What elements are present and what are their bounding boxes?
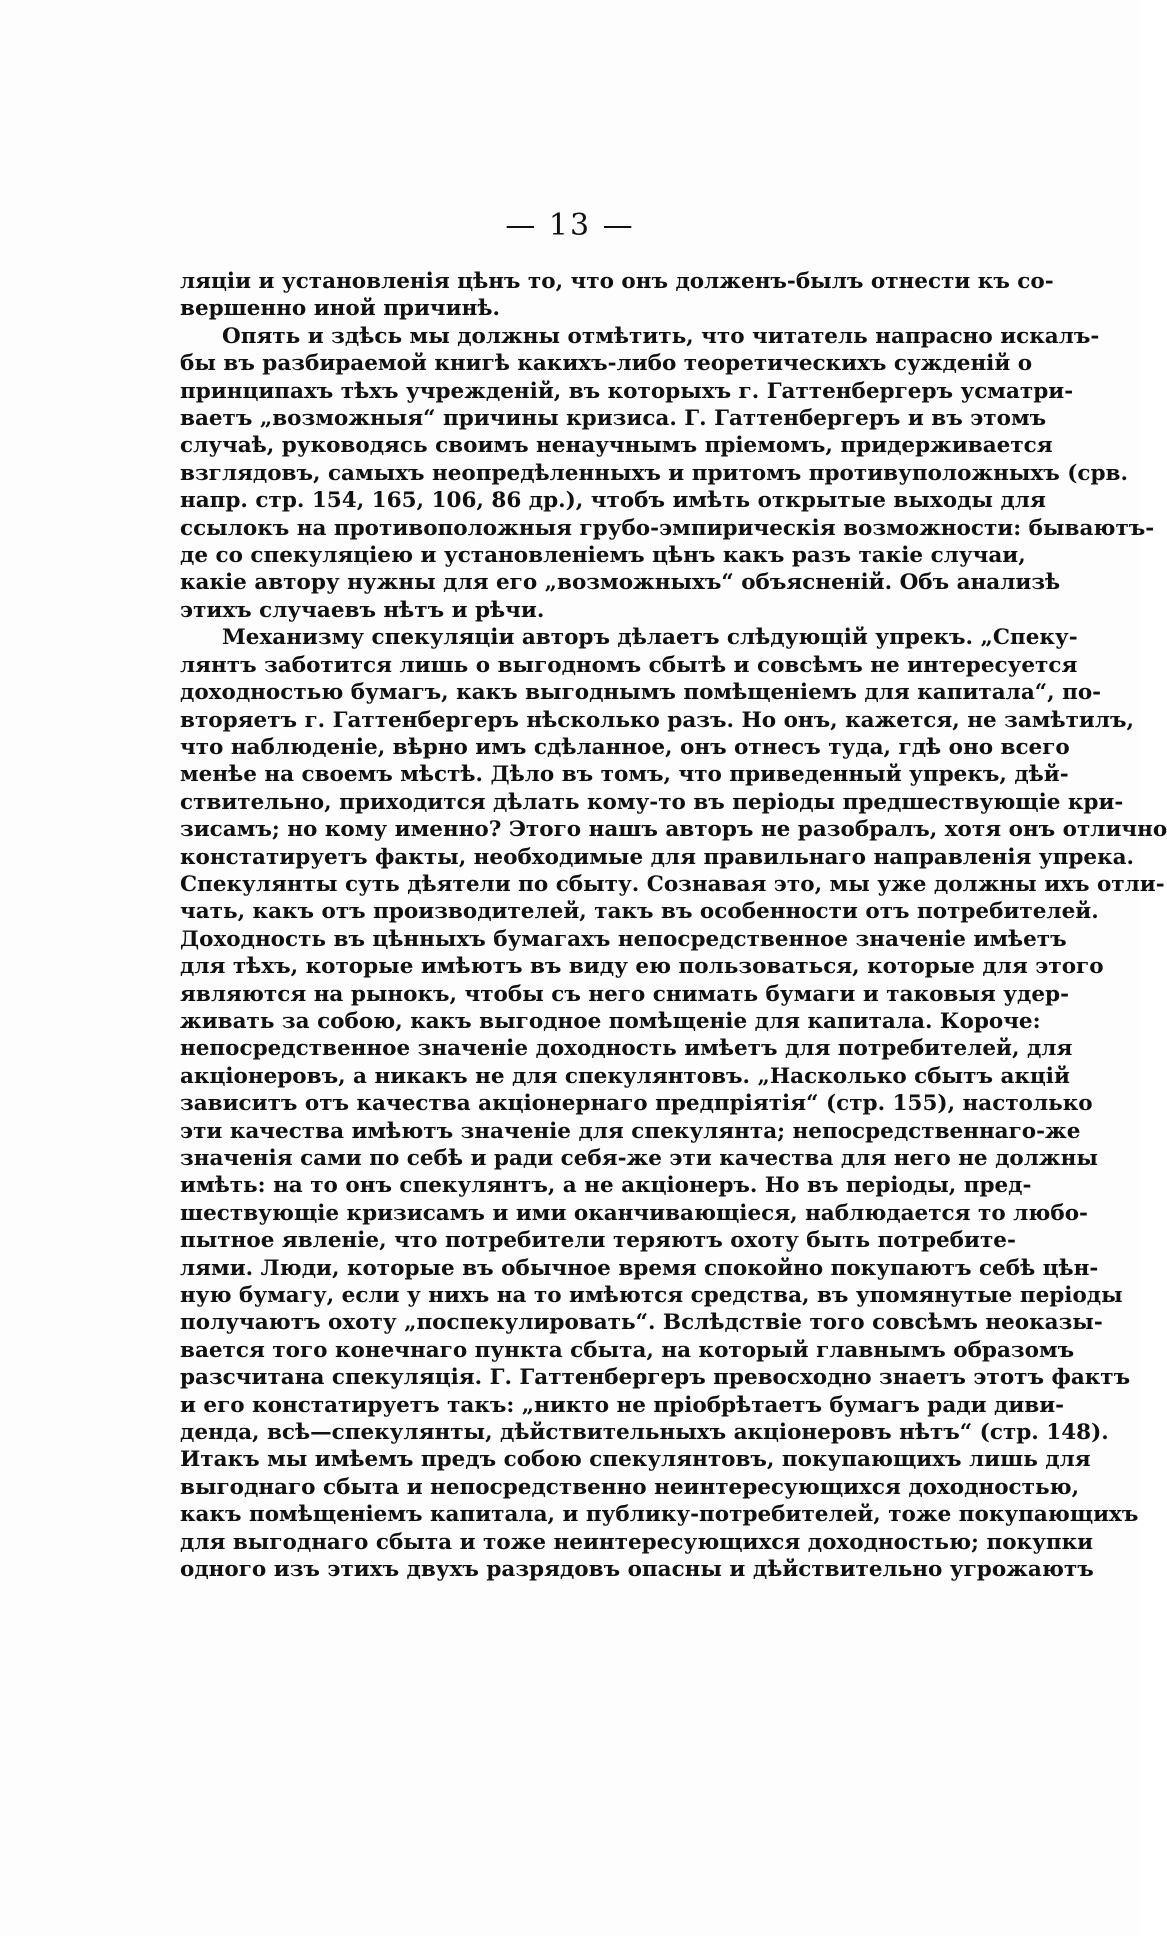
text-line: вается того конечнаго пункта сбыта, на который главнымъ образомъ xyxy=(180,1337,1075,1363)
text-line: напр. стр. 154, 165, 106, 86 др.), чтобъ имѣть открытые выходы для xyxy=(180,488,1046,514)
text-line: имѣть: на то онъ спекулянтъ, а не акціонеръ. Но въ періоды, пред- xyxy=(180,1173,1032,1199)
text-line: де со спекуляціею и установленіемъ цѣнъ какъ разъ такіе случаи, xyxy=(180,543,1026,569)
text-line: Доходность въ цѣнныхъ бумагахъ непосредственное значеніе имѣетъ xyxy=(180,926,1067,952)
text-line: что наблюденіе, вѣрно имъ сдѣланное, онъ отнесъ туда, гдѣ оно всего xyxy=(180,734,1070,760)
text-line: вторяетъ г. Гаттенбергеръ нѣсколько разъ. Но онъ, кажется, не замѣтилъ, xyxy=(180,707,1134,733)
text-line: непосредственное значеніе доходность имѣетъ для потребителей, для xyxy=(180,1036,1073,1062)
text-line: ную бумагу, если у нихъ на то имѣются средства, въ упомянутые періоды xyxy=(180,1283,1123,1309)
text-line: разсчитана спекуляція. Г. Гаттенбергеръ превосходно знаетъ этотъ фактъ xyxy=(180,1365,1131,1391)
text-line: взглядовъ, самыхъ неопредѣленныхъ и притомъ противуположныхъ (срв. xyxy=(180,460,1128,486)
text-line: зависитъ отъ качества акціонернаго предпріятія“ (стр. 155), настолько xyxy=(180,1091,1093,1117)
text-line: эти качества имѣютъ значеніе для спекулянта; непосредственнаго-же xyxy=(180,1118,1081,1144)
text-line: денда, всѣ—спекулянты, дѣйствительныхъ акціонеровъ нѣтъ“ (стр. 148). xyxy=(180,1420,1109,1446)
text-line: вершенно иной причинѣ. xyxy=(180,296,500,322)
text-line: значенія сами по себѣ и ради себя-же эти качества для него не должны xyxy=(180,1146,1098,1171)
text-line: акціонеровъ, а никакъ не для спекулянтовъ. „Насколько сбытъ акцій xyxy=(180,1063,1070,1089)
text-line: Опять и здѣсь мы должны отмѣтить, что читатель напрасно искалъ- xyxy=(222,323,1100,349)
text-line: этихъ случаевъ нѣтъ и рѣчи. xyxy=(180,597,545,623)
text-line: шествующіе кризисамъ и ими оканчивающіеся, наблюдается то любо- xyxy=(180,1200,1088,1226)
text-line: ссылокъ на противоположныя грубо-эмпирическія возможности: бываютъ- xyxy=(180,515,1155,541)
text-line: лями. Люди, которые въ обычное время спокойно покупаютъ себѣ цѣн- xyxy=(180,1255,1099,1281)
text-line: случаѣ, руководясь своимъ ненаучнымъ пріемомъ, придерживается xyxy=(180,433,1053,459)
text-line: менѣе на своемъ мѣстѣ. Дѣло въ томъ, что приведенный упрекъ, дѣй- xyxy=(180,762,1069,788)
text-line: для тѣхъ, которые имѣютъ въ виду ею пользоваться, которые для этого xyxy=(180,954,1104,980)
text-line: ляціи и установленія цѣнъ то, что онъ долженъ-былъ отнести къ со- xyxy=(180,269,1054,294)
text-line: получаютъ охоту „поспекулировать“. Вслѣдствіе того совсѣмъ неоказы- xyxy=(180,1310,1103,1336)
text-line: лянтъ заботится лишь о выгодномъ сбытѣ и совсѣмъ не интересуется xyxy=(180,652,1078,678)
text-line: ствительно, приходится дѣлать кому-то въ періоды предшествующіе кри- xyxy=(180,789,1124,815)
text-line: для выгоднаго сбыта и тоже неинтересующихся доходностью; покупки xyxy=(180,1529,1094,1555)
text-line: доходностью бумагъ, какъ выгоднымъ помѣщеніемъ для капитала“, по- xyxy=(180,680,1102,706)
text-line: зисамъ; но кому именно? Этого нашъ авторъ не разобралъ, хотя онъ отлично xyxy=(180,817,1167,843)
text-line: Итакъ мы имѣемъ предъ собою спекулянтовъ, покупающихъ лишь для xyxy=(180,1447,1091,1473)
body-text xyxy=(180,268,1167,1584)
text-line: живать за собою, какъ выгодное помѣщеніе для капитала. Короче: xyxy=(180,1008,1041,1034)
text-line: констатируетъ факты, необходимые для правильнаго направленія упрека. xyxy=(180,844,1135,870)
text-line: чать, какъ отъ производителей, такъ въ особенности отъ потребителей. xyxy=(180,899,1099,925)
text-line: Спекулянты суть дѣятели по сбыту. Сознавая это, мы уже должны ихъ отли- xyxy=(180,871,1165,897)
text-line: одного изъ этихъ двухъ разрядовъ опасны и дѣйствительно угрожаютъ xyxy=(180,1557,1094,1583)
text-line: какіе автору нужны для его „возможныхъ“ объясненій. Объ анализѣ xyxy=(180,570,1061,596)
text-line: бы въ разбираемой книгѣ какихъ-либо теоретическихъ сужденій о xyxy=(180,351,1033,377)
text-line: выгоднаго сбыта и непосредственно неинтересующихся доходностью, xyxy=(180,1474,1080,1500)
text-line: и его констатируетъ такъ: „никто не пріобрѣтаетъ бумагъ ради диви- xyxy=(180,1392,1065,1418)
text-line: пытное явленіе, что потребители теряютъ охоту быть потребите- xyxy=(180,1228,1016,1254)
text-line: ваетъ „возможныя“ причины кризиса. Г. Гаттенбергеръ и въ этомъ xyxy=(180,406,1047,432)
text-line: принципахъ тѣхъ учрежденій, въ которыхъ г. Гаттенбергеръ усматри- xyxy=(180,378,1074,404)
page-number: — 13 — xyxy=(505,208,635,243)
text-line: какъ помѣщеніемъ капитала, и публику-потребителей, тоже покупающихъ xyxy=(180,1502,1139,1528)
text-line: Механизму спекуляціи авторъ дѣлаетъ слѣдующій упрекъ. „Спеку- xyxy=(222,625,1078,651)
text-line: являются на рынокъ, чтобы съ него снимать бумаги и таковыя удер- xyxy=(180,981,1069,1007)
